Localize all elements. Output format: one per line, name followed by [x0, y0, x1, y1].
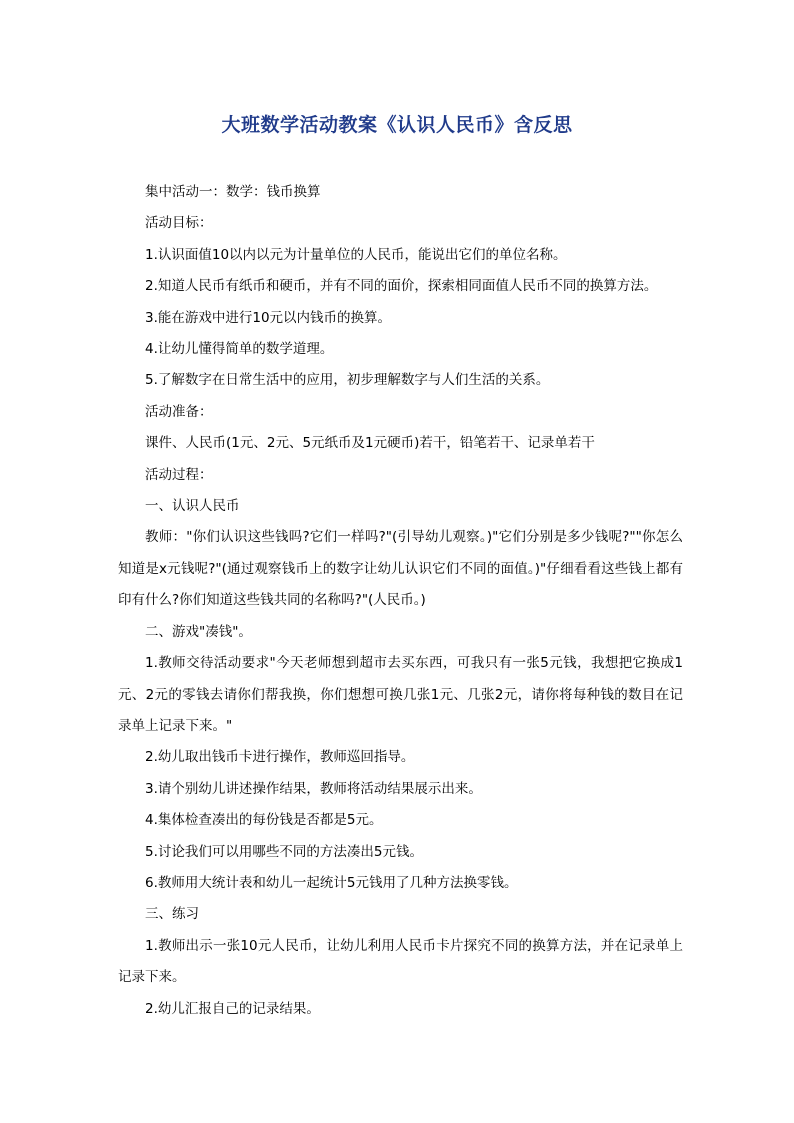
paragraph-section-2-step-1: 1.教师交待活动要求"今天老师想到超市去买东西，可我只有一张5元钱，我想把它换成1元、2元的零钱去请你们帮我换，你们想想可换几张1元、几张2元，请你将每种钱的数目在记录单上记录下来。": [118, 655, 683, 734]
paragraph-section-2-step-5: 5.讨论我们可以用哪些不同的方法凑出5元钱。: [145, 843, 423, 860]
document-body: [118, 177, 683, 1025]
document-title: 大班数学活动教案《认识人民币》含反思: [221, 114, 573, 136]
paragraph-process-heading: 活动过程：: [145, 466, 213, 483]
paragraph-activity-heading: 集中活动一：数学：钱币换算: [145, 184, 321, 200]
paragraph-goal-4: 4.让幼儿懂得简单的数学道理。: [145, 341, 334, 358]
paragraph-preparation-heading: 活动准备：: [145, 403, 213, 420]
paragraph-section-3-step-1: 1.教师出示一张10元人民币，让幼儿利用人民币卡片探究不同的换算方法，并在记录单上记录下来。: [118, 937, 683, 986]
paragraph-section-3-heading: 三、练习: [145, 906, 199, 923]
paragraph-section-3-step-2: 2.幼儿汇报自己的记录结果。: [145, 1000, 320, 1017]
paragraph-section-2-step-2: 2.幼儿取出钱币卡进行操作，教师巡回指导。: [145, 749, 415, 766]
paragraph-goals-heading: 活动目标：: [145, 215, 213, 232]
paragraph-goal-5: 5.了解数字在日常生活中的应用，初步理解数字与人们生活的关系。: [145, 372, 550, 389]
paragraph-section-1-heading: 一、认识人民币: [145, 498, 240, 515]
paragraph-goal-3: 3.能在游戏中进行10元以内钱币的换算。: [145, 309, 392, 326]
paragraph-preparation: 课件、人民币(1元、2元、5元纸币及1元硬币)若干，铅笔若干、记录单若干: [145, 435, 595, 452]
paragraph-section-2-step-6: 6.教师用大统计表和幼儿一起统计5元钱用了几种方法换零钱。: [145, 874, 518, 891]
paragraph-goal-1: 1.认识面值10以内以元为计量单位的人民币，能说出它们的单位名称。: [145, 246, 567, 263]
paragraph-section-2-heading: 二、游戏"凑钱"。: [145, 623, 252, 640]
paragraph-goal-2: 2.知道人民币有纸币和硬币，并有不同的面价，探索相同面值人民币不同的换算方法。: [145, 278, 658, 295]
paragraph-section-2-step-3: 3.请个别幼儿讲述操作结果，教师将活动结果展示出来。: [145, 780, 482, 797]
paragraph-section-2-step-4: 4.集体检查凑出的每份钱是否都是5元。: [145, 812, 383, 829]
paragraph-section-1-text: 教师："你们认识这些钱吗?它们一样吗?"(引导幼儿观察。)"它们分别是多少钱呢?""你怎么知道是x元钱呢?"(通过观察钱币上的数字让幼儿认识它们不同的面值。)"仔细看看这些钱上都有印有什么?你们知道这些钱共同的名称吗?"(人民币。): [118, 529, 683, 609]
